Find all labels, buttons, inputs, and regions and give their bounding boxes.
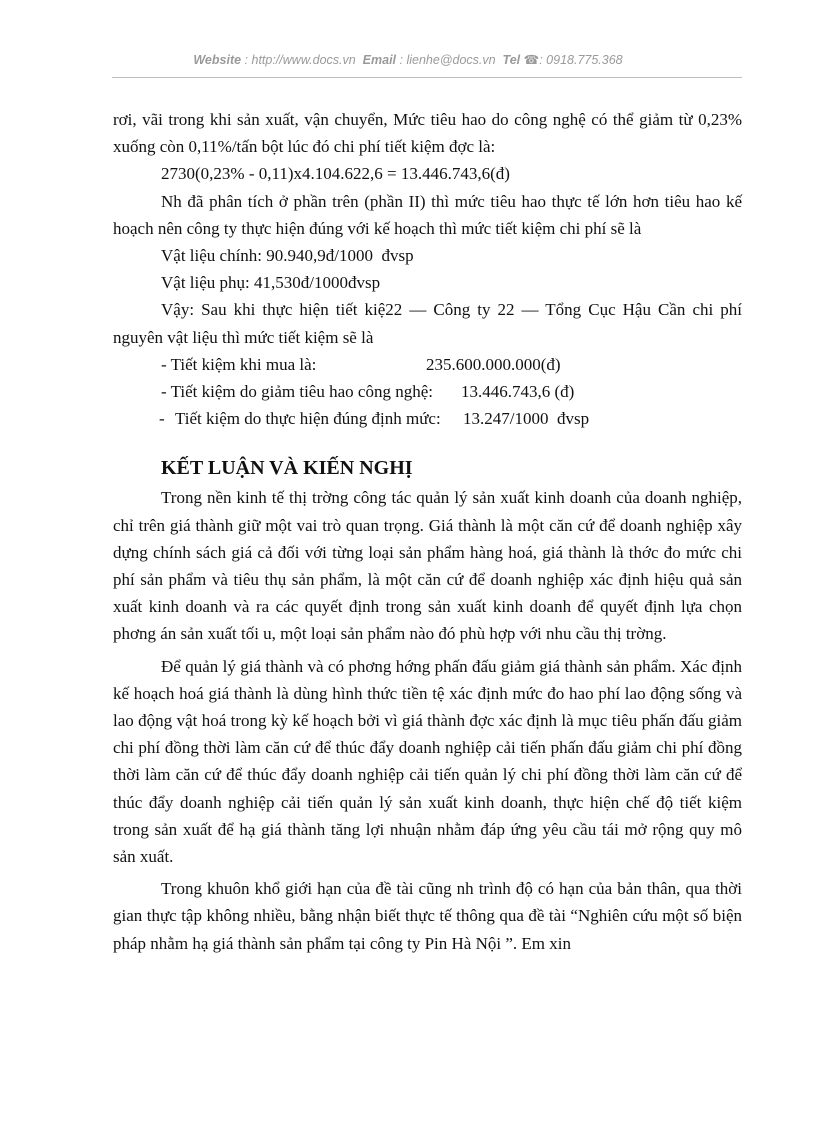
tel-number: : 0918.775.368 [539, 53, 623, 67]
material-aux: Vật liệu phụ: 41,530đ/1000đvsp [161, 273, 381, 293]
material-main: Vật liệu chính: 90.940,9đ/1000 đvsp [161, 246, 414, 266]
website-label: Website [193, 53, 242, 67]
section-heading: KẾT LUẬN VÀ KIẾN NGHỊ [161, 457, 413, 480]
saving-item-3-bullet: - [159, 409, 165, 429]
saving-item-2-label: - Tiết kiệm do giảm tiêu hao công nghệ: [161, 382, 433, 402]
paragraph-4: Trong nền kinh tế thị trờng công tác quản lý sản xuất kinh doanh của doanh nghiệp, chỉ trên giá thành giữ một vai trò quan trọng. Giá thành là một căn cứ để doanh nghiệp xây dựng chính sách giá cả đối với từng loại sản phẩm hàng hoá, giá thành là thớc đo mức chi phí sản phẩm và tiêu thụ sản phẩm, là một căn cứ để doanh nghiệp xác định hiệu quả sản xuất kinh doanh và ra các quyết định trong sản xuất kinh doanh để quyết định lựa chọn phơng án sản xuất tối u, một loại sản phẩm nào đó phù hợp với nhu cầu thị trờng. [113, 488, 742, 644]
paragraph-6: Trong khuôn khổ giới hạn của đề tài cũng nh trình độ có hạn của bản thân, qua thời gian thực tập không nhiều, bằng nhận biết thực tế thông qua đề tài “Nghiên cứu một số biện pháp nhằm hạ giá thành sản phẩm tại công ty Pin Hà Nội ”. Em xin [113, 879, 742, 953]
saving-item-3-label: Tiết kiệm do thực hiện đúng định mức: [175, 409, 441, 429]
formula-line: 2730(0,23% - 0,11)x4.104.622,6 = 13.446.743,6(đ) [161, 164, 510, 184]
paragraph-5: Để quản lý giá thành và có phơng hớng phấn đấu giảm giá thành sản phẩm. Xác định kế hoạch hoá giá thành là dùng hình thức tiền tệ xác định mức đo hao phí lao động sống và lao động vật hoá trong kỳ kế hoạch bởi vì giá thành đợc xác định là mục tiêu phấn đấu giảm chi phí đồng thời làm căn cứ để thúc đẩy doanh nghiệp cải tiến phấn đấu giảm chi phí đồng thời làm căn cứ để thúc đẩy doanh nghiệp cải tiến quản lý chi phí đồng thời làm căn cứ để thúc đẩy doanh nghiệp cải tiến quản lý sản xuất kinh doanh, thực hiện chế độ tiết kiệm trong sản xuất để hạ giá thành tăng lợi nhuận nhằm đáp ứng yêu cầu tái mở rộng quy mô sản xuất. [113, 656, 742, 867]
saving-item-2 [113, 378, 742, 405]
saving-item-1 [113, 351, 742, 378]
paragraph-2: Nh đã phân tích ở phần trên (phần II) thì mức tiêu hao thực tế lớn hơn tiêu hao kế hoạch nên công ty thực hiện đúng với kế hoạch thì mức tiết kiệm chi phí sẽ là [113, 191, 742, 238]
page-header [0, 52, 816, 67]
saving-item-3-value: 13.247/1000 đvsp [463, 409, 590, 429]
saving-item-3 [113, 405, 742, 432]
saving-item-2-value: 13.446.743,6 (đ) [461, 382, 575, 402]
paragraph-1: rơi, vãi trong khi sản xuất, vận chuyển, Mức tiêu hao do công nghệ có thể giảm từ 0,23% xuống còn 0,11%/tấn bột lúc đó chi phí tiết kiệm đợc là: [113, 110, 742, 157]
email-label: Email [362, 53, 397, 67]
phone-icon: ☎ [523, 53, 540, 67]
website-url: : http://www.docs.vn [244, 53, 356, 67]
page-content [113, 106, 742, 957]
email-address: : lienhe@docs.vn [399, 53, 496, 67]
paragraph-3: Vậy: Sau khi thực hiện tiết kiệ22 — Công ty 22 — Tổng Cục Hậu Cần chi phí nguyên vật liệu thì mức tiết kiệm sẽ là [113, 300, 742, 347]
saving-item-1-label: - Tiết kiệm khi mua là: [161, 354, 317, 374]
header-divider [112, 77, 742, 78]
saving-item-1-value: 235.600.000.000(đ) [426, 354, 561, 374]
tel-label: Tel [502, 53, 521, 67]
